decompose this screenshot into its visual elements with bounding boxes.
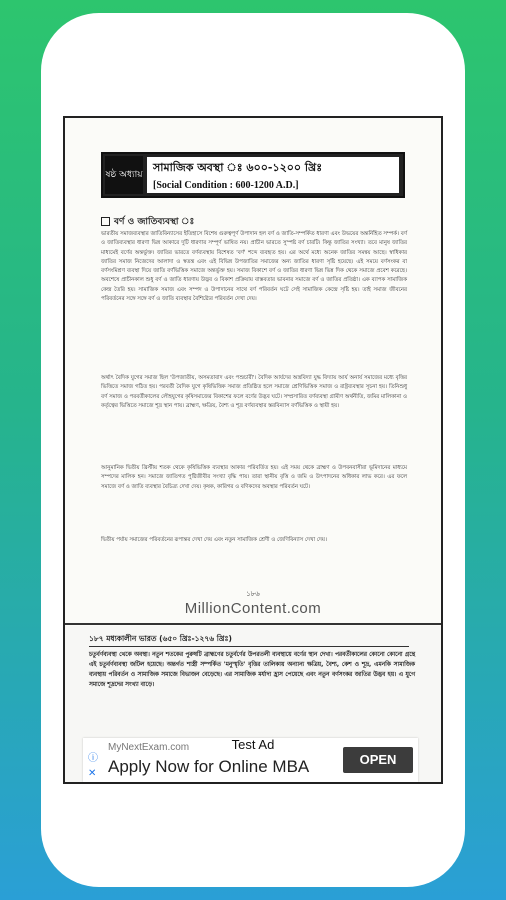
close-icon[interactable]: ✕ bbox=[88, 768, 97, 779]
title-bengali: সামাজিক অবস্থা ঃ ৬০০-১২০০ খ্রিঃ bbox=[153, 161, 323, 174]
section-heading-text: বর্ণ ও জাতিব্যবস্থা ঃ bbox=[114, 217, 195, 227]
title-english: [Social Condition : 600-1200 A.D.] bbox=[153, 180, 299, 191]
page-number: ১৮৬ bbox=[246, 590, 260, 598]
ad-sponsor: MyNextExam.com bbox=[108, 742, 190, 753]
section-heading bbox=[101, 214, 194, 229]
page-top bbox=[65, 118, 441, 632]
page-divider bbox=[65, 623, 441, 625]
ad-headline[interactable]: Apply Now for Online MBA bbox=[108, 757, 310, 776]
paragraph-1: ভারতীয় সমাজব্যবস্থার জাতিবিন্যাসের ইতিহাসে বিশেষ গুরুত্বপূর্ণ উপাদান হল বর্ণ ও জাতি-সম্পর্কিত ধারণা এবং উভয়ের অন্তর্নিহিত সম্পর্ক। বর্ণ ও জাতিব্যবস্থার ধারণা ভিন্ন আকারে দুটি ধারণার সম্পূর্ণ ভাষিত নয়। প্রাচীন ভারতে সুস্পষ্ট বর্ণ চারটি। কিন্তু জাতির সংখ্যা। তবে মানুষ জাতির মাধ্যমেই বর্ণের অন্তর্ভুক্ত। জাতির ভারতে বর্ণব্যবস্থায় বিশেষত 'বর্ণ' শব্দে ব্যবহৃত হয়। এর অর্থে মধ্যে অনেক জাতির সমন্বয় আছে। স্বাধিকার জাতির সমাজ নিজেদের আলাদা ও স্বতন্ত্র এবং এই বিভিন্ন উপজাতির সমাজের অন্য জাতির ধারণা সৃষ্টি হয়েছে। এই সময়ে বর্ণসংকর বা বর্ণসংমিশ্রণ ব্যবস্থা দিয়ে জাতি বর্ণভিত্তিক সমাজে অন্তর্ভুক্ত হয়। সমাজ বিকাশে বর্ণ ও জাতির ধারণা ভিন্ন ভিন্ন দিক থেকে সমাজে প্রবেশ করেছে। অবশেষে প্রাচীনকাল শুধু বর্ণ ও জাতি ধারণায় উদ্ভব ও বিকাশ প্রক্রিয়ায় বাস্তবতার ভাবনার সমাজে বর্ণ ও জাতির প্রতিষ্ঠা। এক ব্যাপক সামাজিক কেন্দ্র তৈরি হয়। সামাজিক সমাজ এবং সম্পদ ও উপাদানের সাথে বর্ণ পরিবর্তন ঘটে সেই সামাজিক কেন্দ্রে সৃষ্টি হয়। তাই সমাজ জীবনের পরিবর্তনের সঙ্গে সঙ্গে বর্ণ ও জাতি ব্যবস্থার বৈশিষ্ট্যের পরিবর্তন দেখা দেয়। bbox=[101, 231, 407, 303]
chapter-header bbox=[101, 152, 405, 198]
ad-banner[interactable] bbox=[83, 738, 418, 782]
ad-open-button[interactable]: OPEN bbox=[343, 747, 413, 773]
document-page[interactable] bbox=[63, 116, 443, 784]
paragraph-2: অর্থাৎ বৈদিক যুগের সমাজ ছিল 'উপজাতীয়, অসমতাবাদ এবং পশুচারী'। বৈদিক আর্যদের অস্ত্রবিদ্যা যুদ্ধ বিদ্যায় আর্য অনার্য সমাজের মধ্যে বৃত্তির ভিত্তিতে সমাজ গঠিত হয়। পরবর্তী বৈদিক যুগে কৃষিভিত্তিক সমাজ প্রতিষ্ঠিত হলে সমাজে শ্রেণিভিত্তিক সমাজ ও রাষ্ট্রব্যবস্থার সূচনা হয়। তিনিশুধু বর্ণ সমাজ ও পরবর্তীকালের লৌহযুগের কৃষিসমাজের বিকাশের ফলে বর্ণের উদ্ভব ঘটে। সম্প্রসারিত বর্ণব্যবস্থা গ্রামীণ অর্থনীতি, জমির মালিকানা ও কর্তৃত্বের ভিত্তিতে সমাজে শূদ্র স্থান পায়। ব্রাহ্মণ, ক্ষত্রিয়, বৈশ্য ও শূদ্র বর্ণব্যবস্থার স্তরবিন্যাস বর্ণভিত্তিক ও স্থায়ী হয়। bbox=[101, 375, 407, 409]
watermark-text: MillionContent.com bbox=[184, 600, 322, 617]
paragraph-5: চতুর্বর্ণব্যবস্থা থেকে অবস্থা। নতুন শতকের পুরুষটি ব্রাহ্মণের চতুর্বর্ণের উপরতলী ব্যবস্থায়ে বর্ণের স্থান দেখা। পরবর্তীকালের কোনো কোনো গ্রন্থে এই চতুর্বর্ণব্যবস্থা জটিল হয়েছে। অন্তর্গত শাস্ত্রী সম্পর্কিত 'মনুস্মৃতি' বৃত্তির তালিকায় অন্যান্য ক্ষত্রিয়, বৈশ্য, কেশ ও শূদ্র, এমনকি সামাজিক ব্যবস্থায় পরিবর্তন ও সামাজিক সমাজে বিভাজন বেড়েছে। এর সামাজিক মর্যাদা হ্রাস পেয়েছে এবং নতুন বর্ণসংকর জাতির উদ্ভব হয়। এ যুগে সমাজে শূদ্রদের সংখ্যা বাড়ে। bbox=[89, 652, 415, 688]
running-head-rule bbox=[89, 646, 409, 647]
ad-label: Test Ad bbox=[224, 738, 282, 752]
running-head: ১৮৭ মধ্যকালীন ভারত (৬৫০ খ্রিঃ-১২৭৬ খ্রিঃ) bbox=[89, 634, 232, 643]
square-bullet-icon bbox=[101, 217, 110, 226]
info-icon[interactable]: ⓘ bbox=[88, 753, 98, 764]
paragraph-3: আনুমানিক দ্বিতীয় খ্রিস্টীয় শতক থেকে কৃষিভিত্তিক ব্যবস্থার আকার পরিবর্তিত হয়। এই সময় থেকে ব্রাহ্মণ ও উপবনবাসীরা ভূমিদানের মাধ্যমে সম্পদের মালিক হন। সমাজে জাতিগত পুষ্টিজীবীর সংখ্যা বৃদ্ধি পায়। তারা স্থানীয় বৃত্তি ও জমি ও উৎপাদনের অধিকার লাভ করে। এর ফলে সমাজে বর্ণ ও জাতি ব্যবস্থার বৈচিত্র্য দেখা দেয়। কৃষক, কারিগর ও বণিকদের অবস্থার পরিবর্তন ঘটে। bbox=[101, 465, 407, 490]
chapter-label: ষষ্ঠ অধ্যায় bbox=[105, 156, 143, 194]
paragraph-4: দ্বিতীয় পর্যায় সমাজের পরিবর্তনের রূপান্তর দেখা দেয় এবং নতুন সামাজিক শ্রেণী ও জেণিবিন্যাস দেখা দেয়। bbox=[101, 537, 327, 543]
chapter-title bbox=[147, 157, 399, 193]
